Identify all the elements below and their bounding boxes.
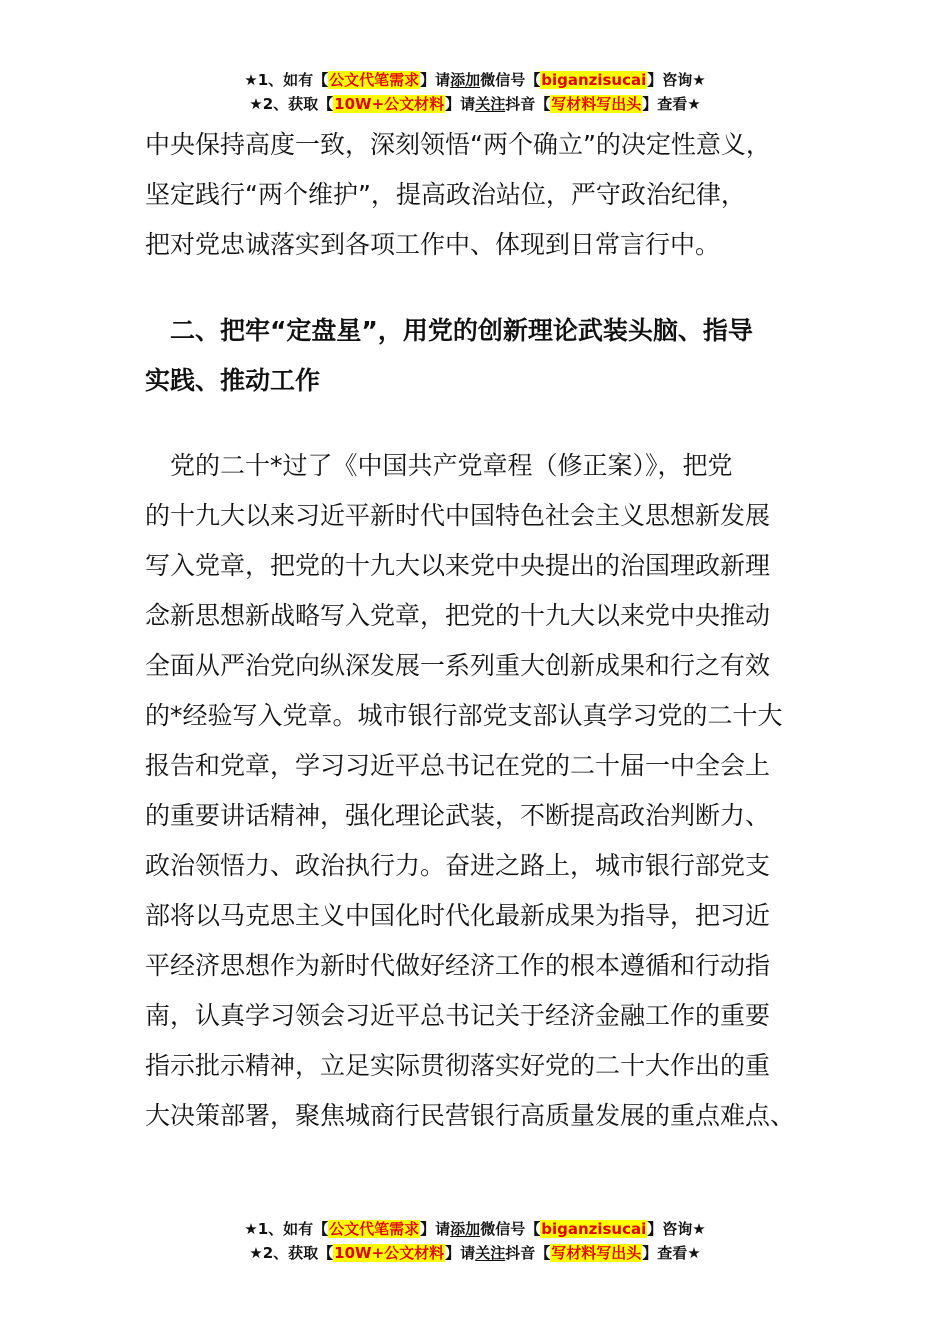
star-icon: ★ [249, 95, 263, 113]
paragraph-line: 部将以马克思主义中国化时代化最新成果为指导，把习近 [145, 901, 771, 930]
star-icon: ★ [249, 1244, 263, 1262]
paragraph-line: 南，认真学习领会习近平总书记关于经济金融工作的重要 [145, 1001, 771, 1030]
highlight-materials: 10W+公文材料 [334, 95, 445, 113]
highlight-douyin-id: 写材料写出头 [551, 1244, 642, 1262]
banner-text: 微信号【 [480, 71, 541, 89]
star-icon: ★ [687, 95, 701, 113]
banner-text: 】请 [420, 1220, 451, 1238]
highlight-wechat-id: biganzisucai [541, 1220, 647, 1238]
banner-text: 】查看 [642, 95, 688, 113]
paragraph-line: 报告和党章，学习习近平总书记在党的二十届一中全会上 [145, 751, 771, 780]
section-heading: 二、把牢“定盘星”，用党的创新理论武装头脑、指导 [145, 316, 753, 345]
star-icon: ★ [687, 1244, 701, 1262]
star-icon: ★ [692, 1220, 706, 1238]
banner-line-2 [0, 92, 950, 116]
highlight-service: 公文代笔需求 [329, 1220, 420, 1238]
footer-banner [0, 1217, 950, 1265]
banner-text: 微信号【 [480, 1220, 541, 1238]
banner-text: 1、如有【 [257, 1220, 329, 1238]
intro-line: 坚定践行“两个维护”，提高政治站位，严守政治纪律， [145, 180, 746, 209]
paragraph-line: 党的二十*过了《中国共产党章程（修正案）》，把党 [145, 451, 733, 480]
paragraph-line: 的*经验写入党章。城市银行部党支部认真学习党的二十大 [145, 701, 783, 730]
paragraph-line: 平经济思想作为新时代做好经济工作的根本遵循和行动指 [145, 951, 771, 980]
intro-line: 中央保持高度一致，深刻领悟“两个确立”的决定性意义， [145, 130, 771, 159]
banner-text: 抖音【 [505, 1244, 551, 1262]
banner-text: 】请 [445, 1244, 476, 1262]
highlight-douyin-id: 写材料写出头 [551, 95, 642, 113]
banner-text: 2、获取【 [262, 95, 334, 113]
star-icon: ★ [244, 1220, 258, 1238]
highlight-materials: 10W+公文材料 [334, 1244, 445, 1262]
star-icon: ★ [692, 71, 706, 89]
underlined-follow: 关注 [475, 1244, 506, 1262]
banner-text: 抖音【 [505, 95, 551, 113]
header-banner [0, 68, 950, 116]
paragraph-line: 的重要讲话精神，强化理论武装，不断提高政治判断力、 [145, 801, 771, 830]
paragraph-line: 指示批示精神，立足实际贯彻落实好党的二十大作出的重 [145, 1051, 771, 1080]
banner-line-1 [0, 1217, 950, 1241]
banner-text: 】请 [420, 71, 451, 89]
underlined-follow: 关注 [475, 95, 506, 113]
banner-text: 2、获取【 [262, 1244, 334, 1262]
paragraph-line: 写入党章，把党的十九大以来党中央提出的治国理政新理 [145, 551, 771, 580]
paragraph-line: 的十九大以来习近平新时代中国特色社会主义思想新发展 [145, 501, 771, 530]
banner-text: 】请 [445, 95, 476, 113]
paragraph-line: 念新思想新战略写入党章，把党的十九大以来党中央推动 [145, 601, 771, 630]
section-heading: 实践、推动工作 [145, 366, 321, 395]
intro-line: 把对党忠诚落实到各项工作中、体现到日常言行中。 [145, 230, 721, 259]
paragraph-line: 大决策部署，聚焦城商行民营银行高质量发展的重点难点、 [145, 1101, 796, 1130]
banner-line-1 [0, 68, 950, 92]
paragraph-line: 全面从严治党向纵深发展一系列重大创新成果和行之有效 [145, 651, 771, 680]
banner-text: 】咨询 [647, 1220, 693, 1238]
highlight-wechat-id: biganzisucai [541, 71, 647, 89]
banner-text: 】咨询 [647, 71, 693, 89]
underlined-add: 添加 [450, 71, 481, 89]
banner-line-2 [0, 1241, 950, 1265]
banner-text: 】查看 [642, 1244, 688, 1262]
paragraph-line: 政治领悟力、政治执行力。奋进之路上，城市银行部党支 [145, 851, 771, 880]
underlined-add: 添加 [450, 1220, 481, 1238]
banner-text: 1、如有【 [257, 71, 329, 89]
star-icon: ★ [244, 71, 258, 89]
highlight-service: 公文代笔需求 [329, 71, 420, 89]
